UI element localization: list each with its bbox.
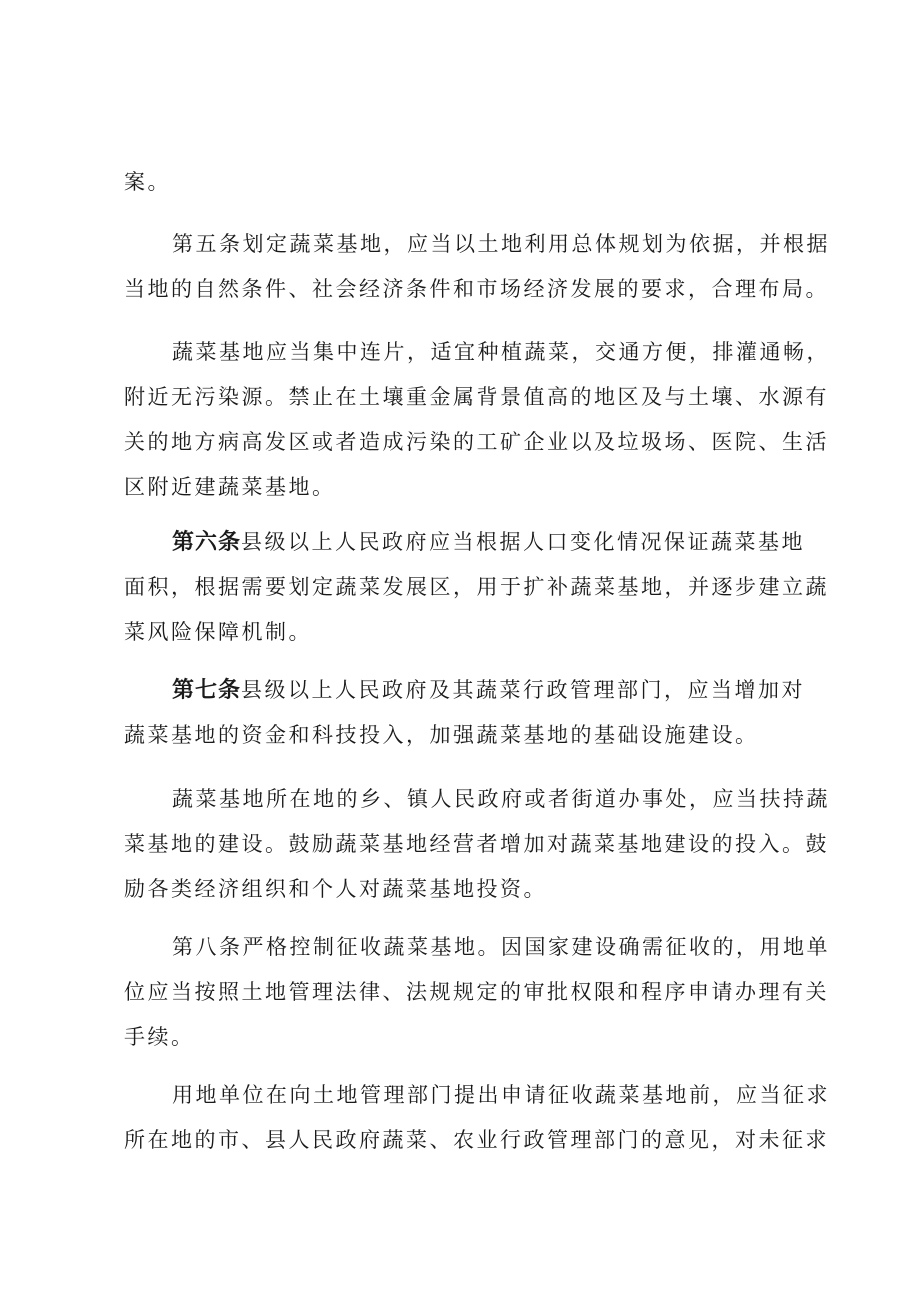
text-line: 用地单位在向土地管理部门提出申请征收蔬菜基地前，应当征求 [172, 1083, 830, 1107]
paragraph-article-5-clause-2 [124, 330, 830, 510]
text-line: 励各类经济组织和个人对蔬菜基地投资。 [124, 877, 547, 901]
text-line: 第五条划定蔬菜基地，应当以土地利用总体规划为依据，并根据 [172, 232, 830, 256]
text-line [124, 520, 814, 565]
text-line: 当地的自然条件、社会经济条件和市场经济发展的要求，合理布局。 [124, 277, 829, 301]
text-line: 关的地方病高发区或者造成污染的工矿企业以及垃圾场、医院、生活 [124, 430, 829, 454]
text-line: 区附近建蔬菜基地。 [124, 475, 336, 499]
paragraph-article-6 [124, 520, 829, 655]
text-line: 附近无污染源。禁止在土壤重金属背景值高的地区及与土壤、水源有 [124, 385, 829, 409]
text-line: 面积，根据需要划定蔬菜发展区，用于扩补蔬菜基地，并逐步建立蔬 [124, 575, 829, 599]
paragraph-continuation [124, 160, 814, 205]
article-heading: 第六条 [172, 530, 242, 555]
text-line: 菜风险保障机制。 [124, 620, 312, 644]
text-segment: 县级以上人民政府及其蔬菜行政管理部门，应当增加对 [241, 678, 806, 702]
text-line [124, 668, 814, 713]
text-line: 所在地的市、县人民政府蔬菜、农业行政管理部门的意见，对未征求 [124, 1128, 829, 1152]
text-line: 手续。 [124, 1025, 195, 1049]
text-line: 第八条严格控制征收蔬菜基地。因国家建设确需征收的，用地单 [172, 935, 830, 959]
text-segment: 县级以上人民政府应当根据人口变化情况保证蔬菜基地 [241, 530, 806, 554]
text-line: 蔬菜基地的资金和科技投入，加强蔬菜基地的基础设施建设。 [124, 723, 759, 747]
paragraph-article-8-clause-2 [124, 1073, 830, 1163]
article-heading: 第七条 [172, 678, 242, 703]
text-line: 蔬菜基地应当集中连片，适宜种植蔬菜，交通方便，排灌通畅， [172, 340, 830, 364]
text-line: 蔬菜基地所在地的乡、镇人民政府或者街道办事处，应当扶持蔬 [172, 787, 830, 811]
paragraph-article-7 [124, 668, 814, 758]
text-line: 菜基地的建设。鼓励蔬菜基地经营者增加对蔬菜基地建设的投入。鼓 [124, 832, 829, 856]
text-line: 位应当按照土地管理法律、法规规定的审批权限和程序申请办理有关 [124, 980, 829, 1004]
text-line: 案。 [124, 170, 171, 194]
paragraph-article-8 [124, 925, 830, 1060]
paragraph-article-5 [124, 222, 830, 312]
paragraph-article-7-clause-2 [124, 777, 830, 912]
